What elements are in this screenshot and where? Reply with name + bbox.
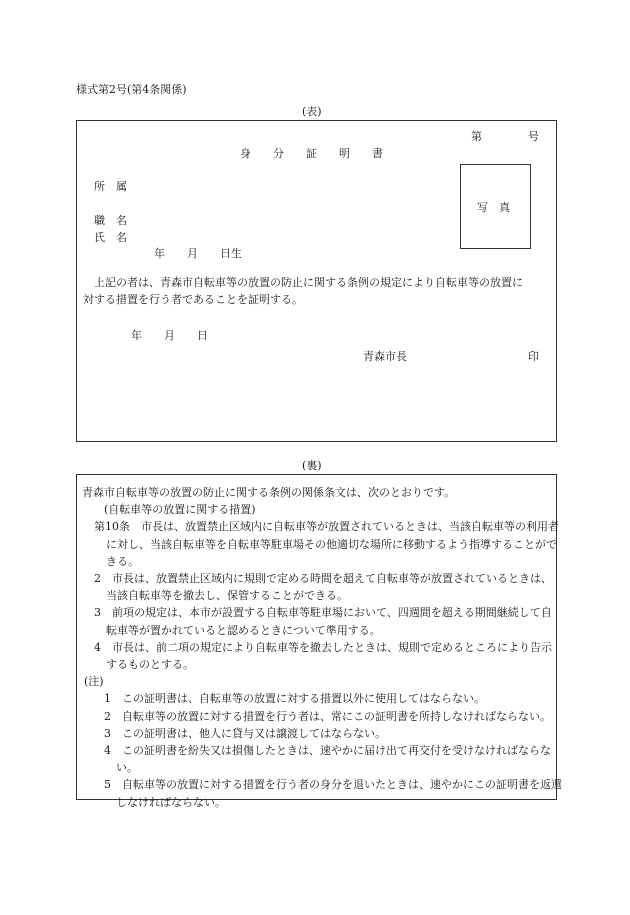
back-intro: 青森市自転車等の放置の防止に関する条例の関係条文は、次のとおりです。 [82, 486, 456, 499]
back-text [82, 484, 562, 811]
position-label: 職 名 [94, 214, 127, 227]
note-item: 2 自転車等の放置に対する措置を行う者は、常にこの証明書を所持しなければならない。 [104, 709, 551, 723]
seal-mark: 印 [528, 350, 539, 363]
statement-line-2: 対する措置を行う者であることを証明する。 [83, 293, 303, 306]
note-item: 3 この証明書は、他人に貸与又は譲渡してはならない。 [104, 726, 386, 740]
note-item: 4 この証明書を紛失又は損傷したときは、速やかに届け出て再交付を受けなければならない。 [104, 744, 551, 775]
certificate-title: 身分証明書 [240, 147, 405, 160]
birth-date: 年 月 日生 [154, 247, 242, 260]
front-section-label: (表) [302, 105, 322, 118]
affiliation-label: 所 属 [94, 180, 127, 193]
article-caption: (自転車等の放置に関する措置) [104, 503, 256, 517]
form-label: 様式第2号(第4条関係) [76, 83, 187, 96]
photo-label: 写 真 [477, 201, 510, 214]
article-10: 第10条 市長は、放置禁止区域内に自転車等が放置されているときは、当該自転車等の利用者に対し、当該自転車等を自転車等駐車場その他適切な場所に移動するよう指導することができる。 [94, 520, 559, 568]
name-label: 氏 名 [94, 231, 127, 244]
note-item: 1 この証明書は、自転車等の放置に対する措置以外に使用してはならない。 [104, 692, 485, 706]
number-prefix: 第 [471, 130, 482, 143]
statement-line-1: 上記の者は、青森市自転車等の放置の防止に関する条例の規定により自転車等の放置に [94, 276, 523, 289]
front-card [76, 120, 557, 442]
paragraph-3: 3 前項の規定は、本市が設置する自転車等駐車場において、四週間を超える期間継続して自転車等が置かれていると認めるときについて準用する。 [94, 606, 552, 637]
number-suffix: 号 [528, 130, 539, 143]
back-section-label: (裏) [302, 459, 322, 472]
paragraph-2: 2 市長は、放置禁止区域内に規則で定める時間を超えて自転車等が放置されているときは、当該自転車等を撤去し、保管することができる。 [94, 572, 552, 603]
notes-label: (注) [84, 675, 104, 689]
issue-date: 年 月 日 [131, 329, 208, 342]
photo-box [460, 164, 531, 249]
issuer: 青森市長 [363, 350, 407, 363]
paragraph-4: 4 市長は、前二項の規定により自転車等を撤去したときは、規則で定めるところにより告示するものとする。 [94, 640, 552, 672]
note-item: 5 自転車等の放置に対する措置を行う者の身分を退いたときは、速やかにこの証明書を返還しなければならない。 [104, 778, 562, 809]
